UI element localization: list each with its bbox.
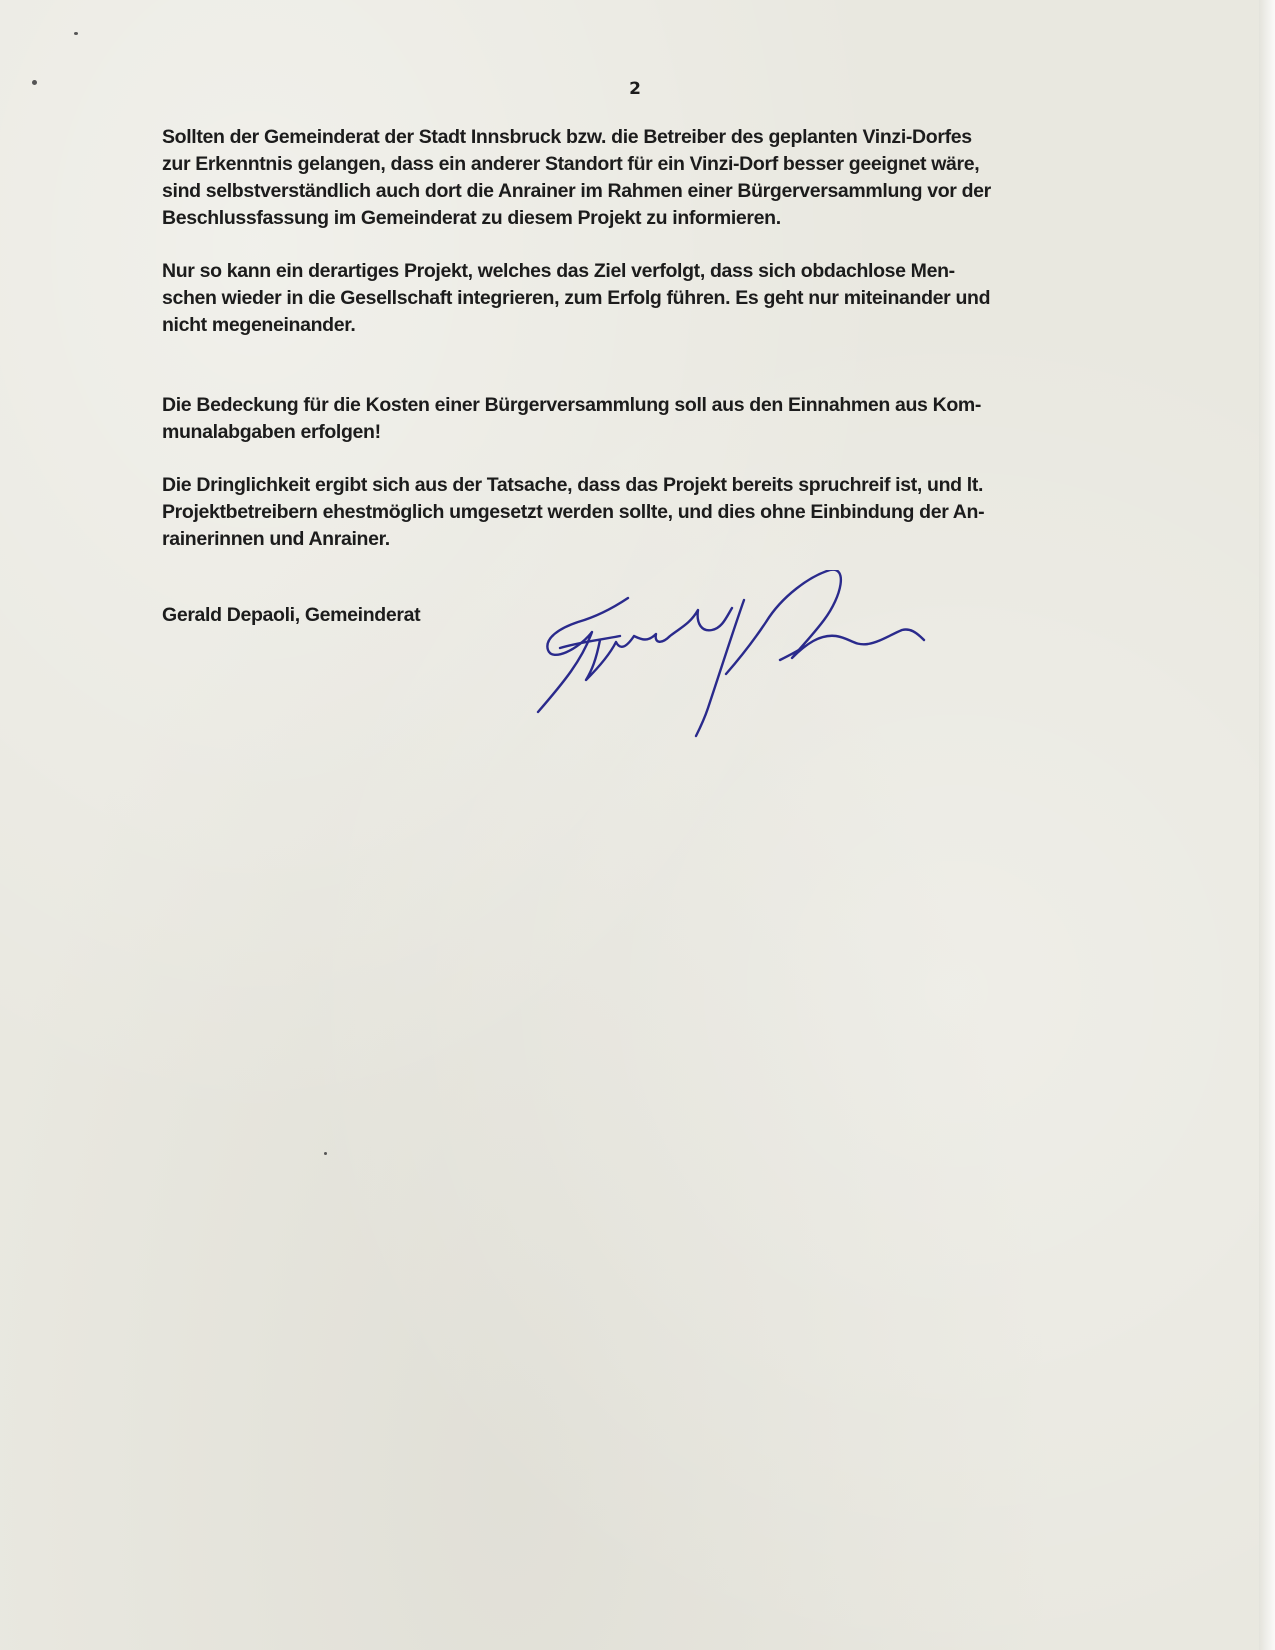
paragraph-urgency: Die Dringlichkeit ergibt sich aus der Tatsache, dass das Projekt bereits spruchreif ist, und lt. Projektbetreibern ehestmöglich umgesetzt werden sollte, und dies ohne Einbindung der An- rainerinnen und Anrainer. bbox=[162, 474, 985, 550]
handwritten-signature bbox=[530, 570, 970, 740]
paragraph-alternative-location: Sollten der Gemeinderat der Stadt Innsbruck bzw. die Betreiber des geplanten Vinzi-Dorfes zur Erkenntnis gelangen, dass ein anderer Standort für ein Vinzi-Dorf besser geeignet wäre, sind selbstverständlich auch dort die Anrainer im Rahmen einer Bürgerversammlung vor der Beschlussfassung im Gemeinderat zu diesem Projekt zu informieren. bbox=[162, 126, 991, 229]
page-number: 2 bbox=[629, 79, 641, 99]
scan-speck bbox=[324, 1152, 327, 1155]
page-edge-shadow bbox=[1259, 0, 1275, 1650]
paragraph-integration: Nur so kann ein derartiges Projekt, welches das Ziel verfolgt, dass sich obdachlose Men- schen wieder in die Gesellschaft integrieren, zum Erfolg führen. Es geht nur miteinander und nicht megeneinander. bbox=[162, 260, 991, 336]
paragraph-funding: Die Bedeckung für die Kosten einer Bürgerversammlung soll aus den Einnahmen aus Kom- munalabgaben erfolgen! bbox=[162, 394, 982, 443]
scan-speck bbox=[32, 80, 37, 85]
signatory-name: Gerald Depaoli, Gemeinderat bbox=[162, 604, 421, 626]
scan-speck bbox=[74, 32, 78, 35]
